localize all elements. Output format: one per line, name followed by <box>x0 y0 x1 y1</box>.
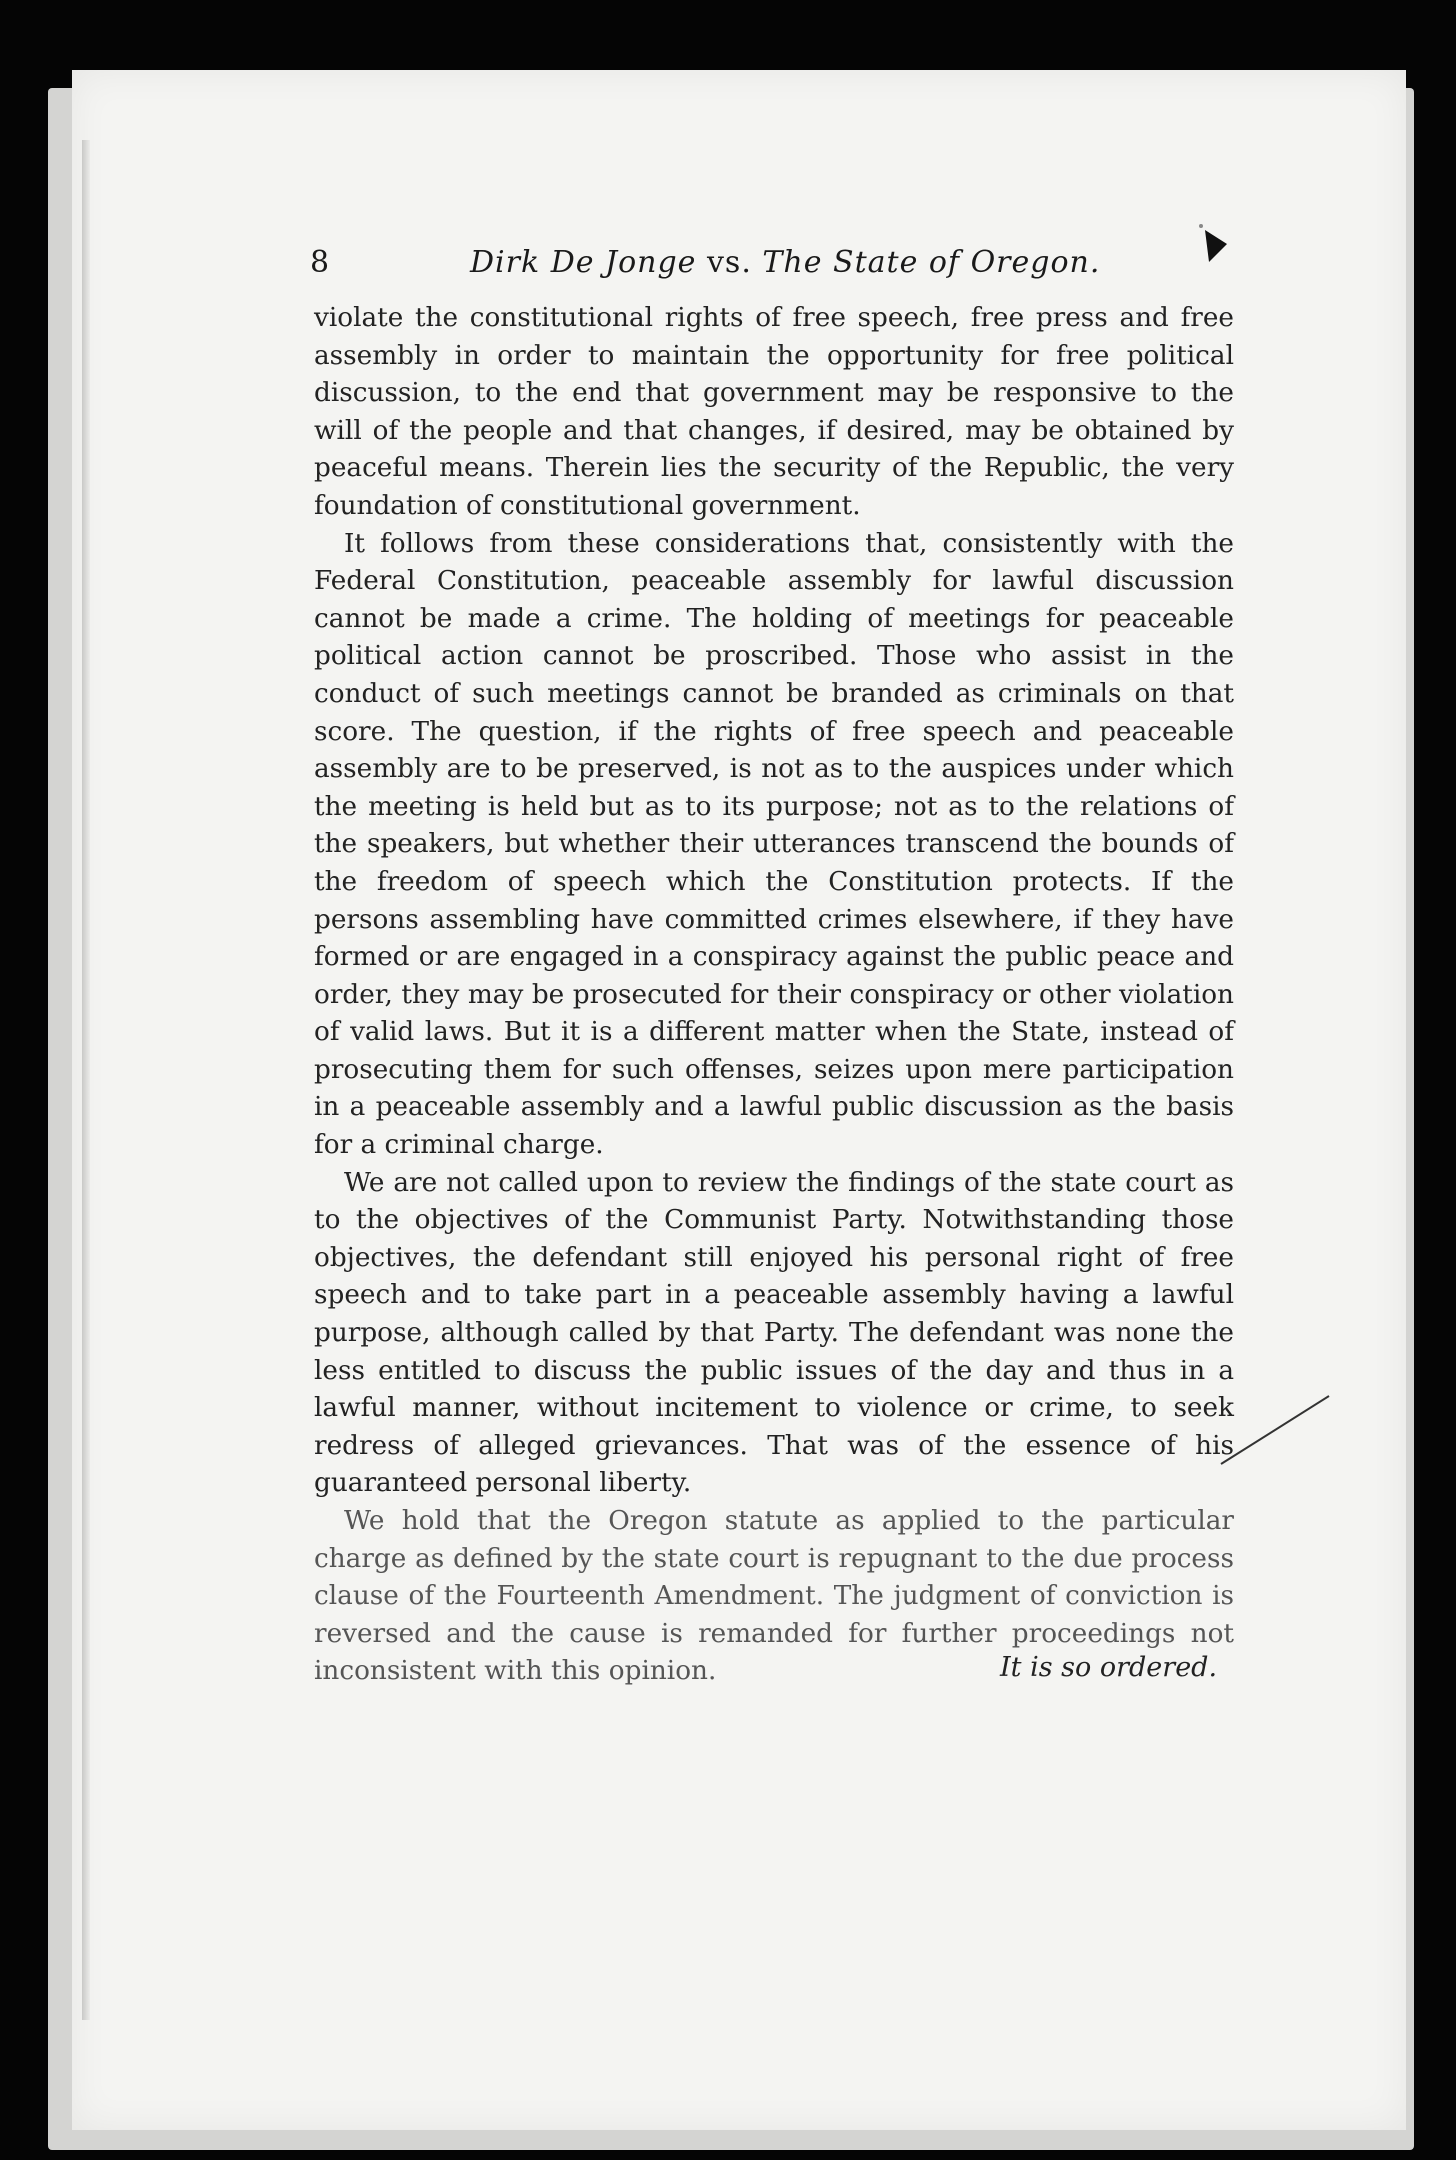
title-vs: vs. <box>706 245 752 280</box>
closing-line: It is so ordered. <box>1000 1652 1218 1683</box>
paragraph-1: violate the constitutional rights of free speech, free press and free assembly in order to maintain the opportunity for free political discussion, to the end that government may be responsive to the will of the people and that changes, if desired, may be obtained by peaceful means. Therein lies the security of the Republic, the very foundation of constitutional government. <box>314 303 1234 521</box>
paragraph-3: We are not called upon to review the findings of the state court as to the objectives of the Communist Party. Notwithstanding those objectives, the defendant still enjoyed his personal right of free speech and to take part in a peaceable assembly having a lawful purpose, although called by that Party. The defendant was none the less entitled to discuss the public issues of the day and thus in a lawful manner, without incitement to violence or crime, to seek redress of alleged grievances. That was of the essence of his guaranteed personal liberty. <box>314 1167 1234 1499</box>
running-title <box>470 245 1100 280</box>
arrow-mark-icon <box>1195 222 1235 272</box>
paragraph-4: We hold that the Oregon statute as applied to the particular charge as defined by the state court is repugnant to the due process clause of the Fourteenth Amendment. The judgment of conviction is reversed and the cause is remanded for further proceedings not inconsistent with this opinion. <box>314 1506 1234 1687</box>
page-number: 8 <box>310 245 330 280</box>
title-left: Dirk De Jonge <box>470 245 697 280</box>
pencil-mark-icon <box>1215 1390 1335 1470</box>
body-text <box>314 300 1234 1691</box>
page-edge <box>82 140 90 2020</box>
running-header <box>310 245 1260 295</box>
title-right: The State of Oregon. <box>762 245 1101 280</box>
paragraph-2: It follows from these considerations that, consistently with the Federal Constitution, peaceable assembly for lawful discussion cannot be made a crime. The holding of meetings for peaceable political action cannot be proscribed. Those who assist in the conduct of such meetings cannot be branded as criminals on that score. The question, if the rights of free speech and peaceable assembly are to be preserved, is not as to the auspices under which the meeting is held but as to its purpose; not as to the relations of the speakers, but whether their utterances transcend the bounds of the freedom of speech which the Constitution protects. If the persons assembling have committed crimes elsewhere, if they have formed or are engaged in a conspiracy against the public peace and order, they may be prosecuted for their conspiracy or other violation of valid laws. But it is a different matter when the State, instead of prosecuting them for such offenses, seizes upon mere participation in a peaceable assembly and a lawful public discussion as the basis for a criminal charge. <box>314 528 1234 1161</box>
